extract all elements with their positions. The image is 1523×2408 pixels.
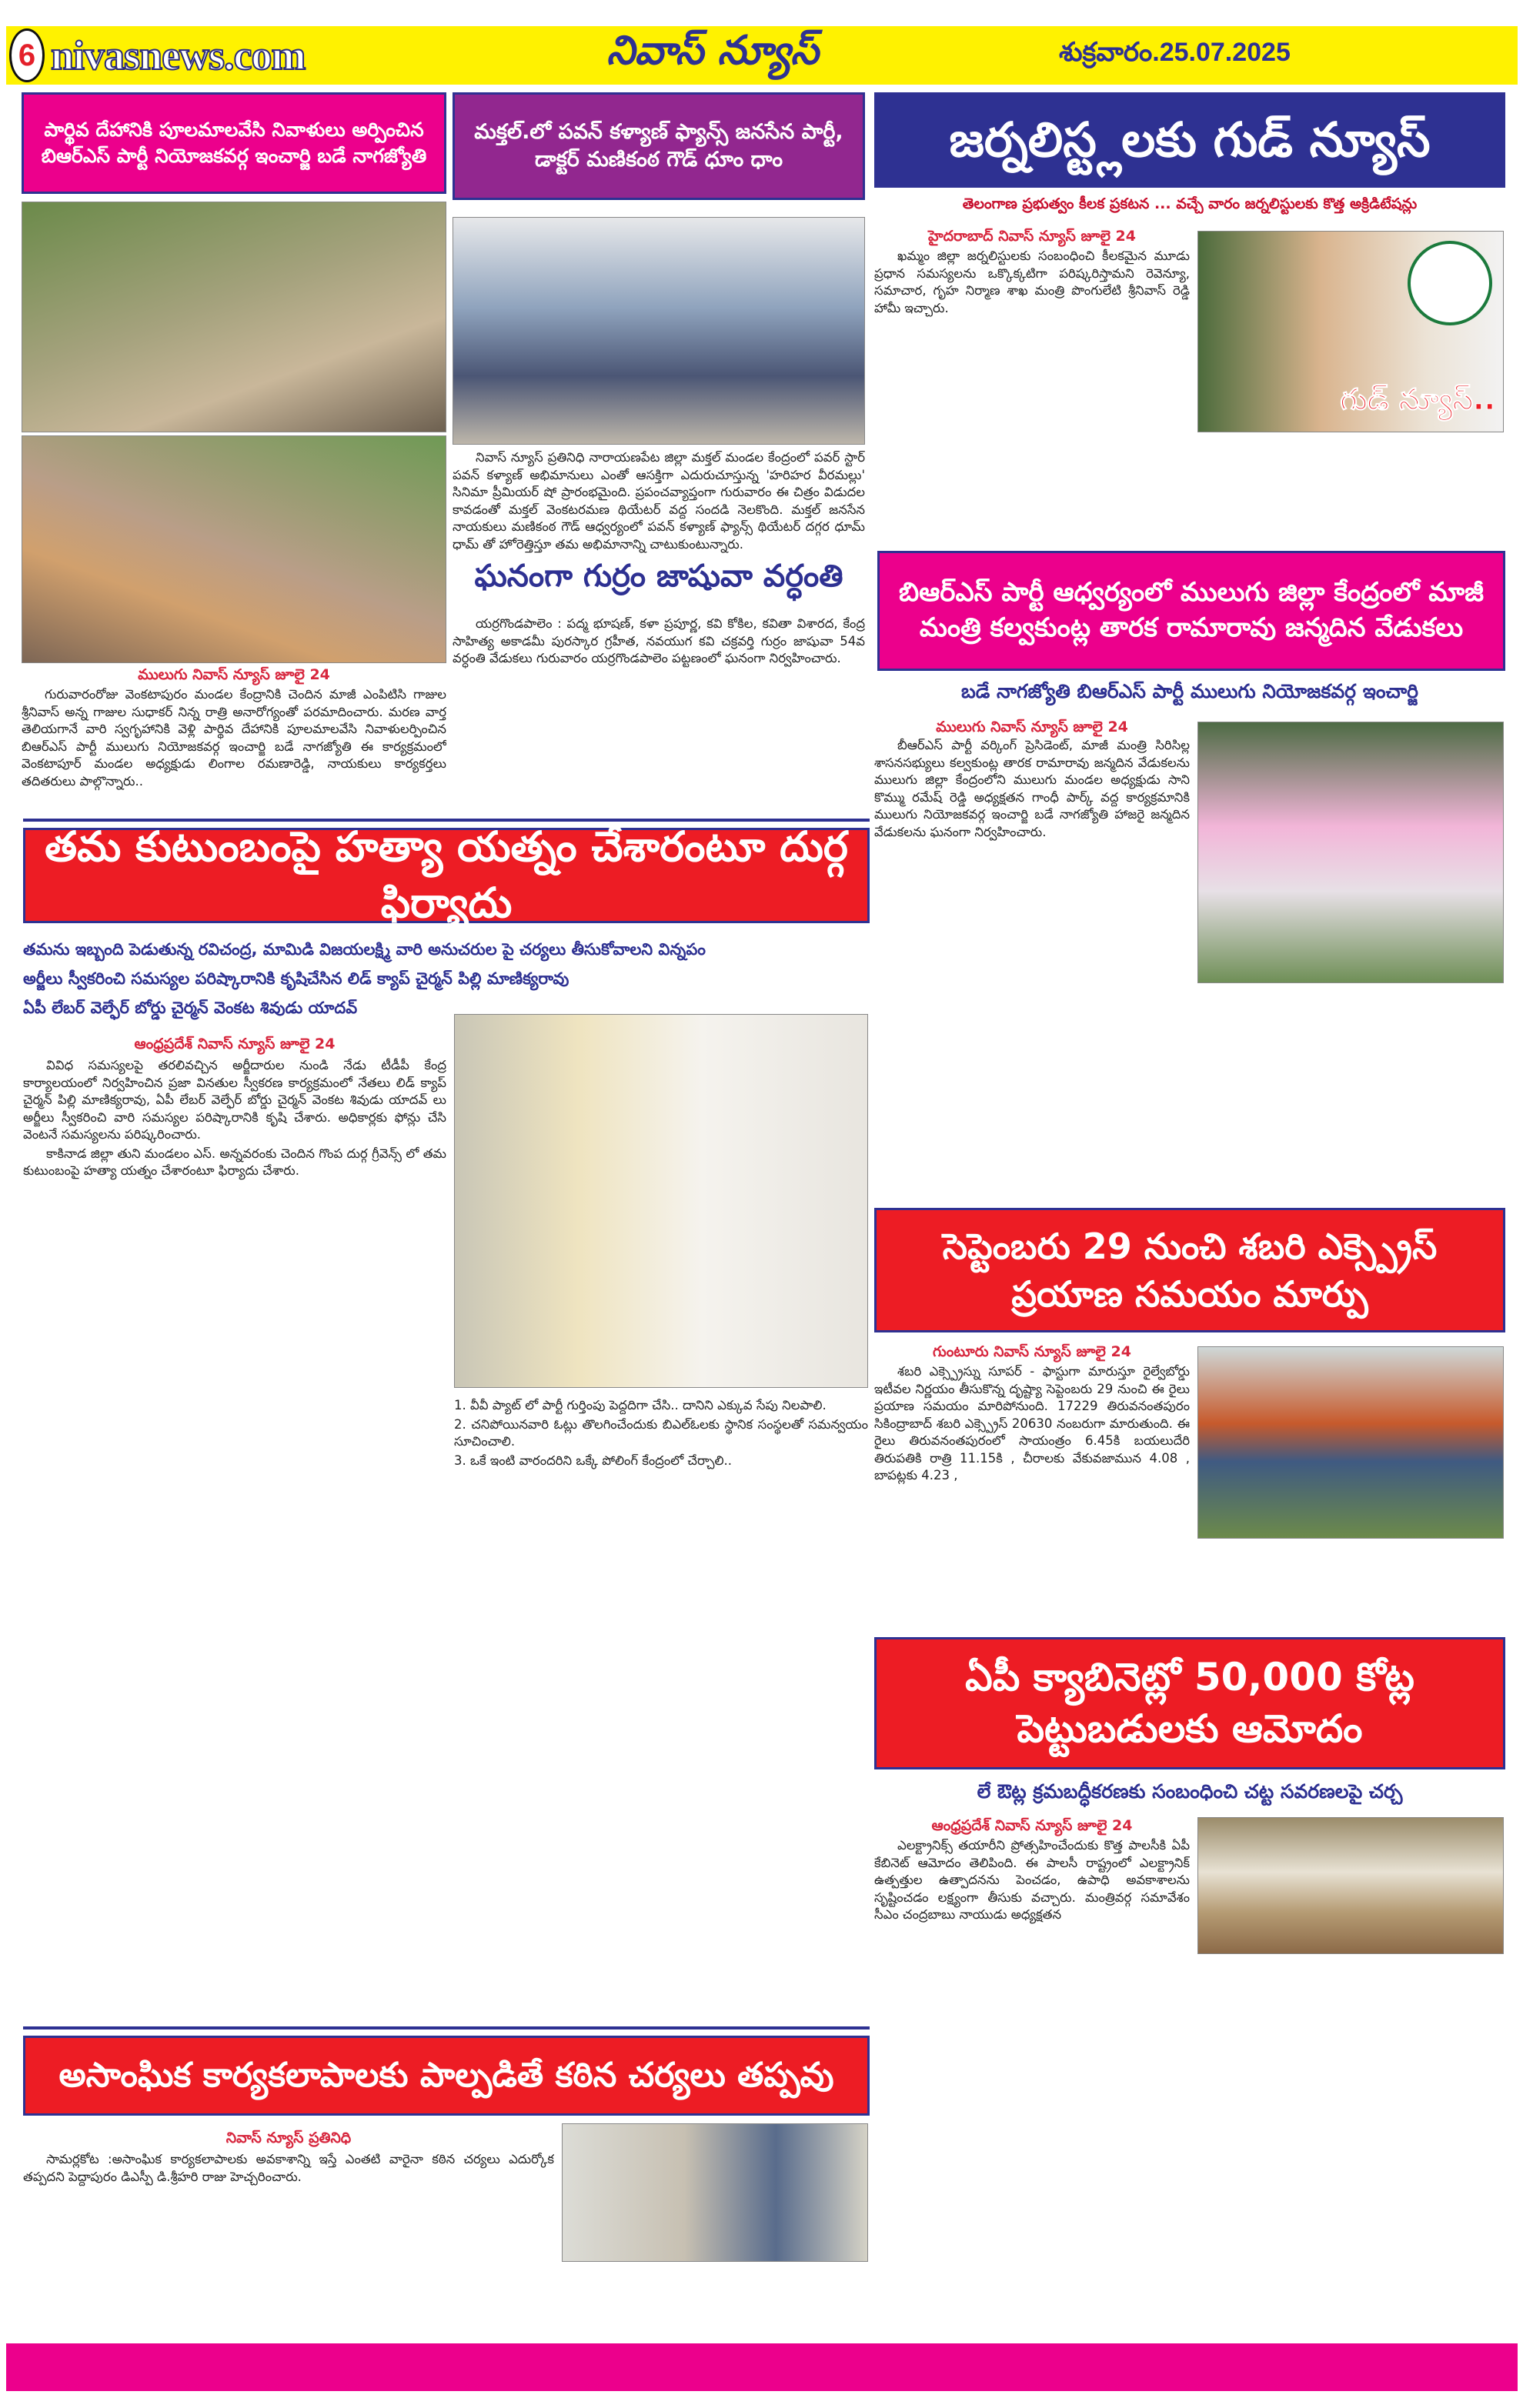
issue-date: శుక్రవారం.25.07.2025 [1059,37,1291,67]
cabinet-subhead: లే ఔట్ల క్రమబద్ధీకరణకు సంబంధించి చట్ట సవరణలపై చర్చ [977,1780,1403,1803]
paragraph: కాకినాడ జిల్లా తుని మండలం ఎస్. అన్నవరంకు చెందిన గొంప దుర్గ గ్రీవెన్స్ లో తమ కుటుంబంపై హత్యా యత్నం చేశారంటూ ఫిర్యాదు చేశారు. [23,1146,446,1178]
tribute-dateline: ములుగు నివాస్ న్యూస్ జూలై 24 [138,666,330,683]
chandrababu-meeting-photo [454,1014,868,1388]
page-number: 6 [9,28,45,82]
jashuva-body: యర్రగొండపాలెం : పద్మ భూషణ్, కళా ప్రపూర్ణ, కవి కోకిల, కవితా విశారద, కేంద్ర సాహిత్య అకాడమీ పురస్కార గ్రహీత, నవయుగ కవి చక్రవర్తి గుర్రం జాషువా 54వ వర్ధంతి వేడుకలు గురువారం యర్రగొండపాలెం పట్టణంలో ఘనంగా నిర్వహించారు. [453,616,865,665]
ktr-headline: బిఆర్ఎస్ పార్టీ ఆధ్వర్యంలో ములుగు జిల్లా కేంద్రంలో మాజీ మంత్రి కల్వకుంట్ల తారక రామారావు జన్మదిన వేడుకలు [877,551,1505,671]
tribute-body: గురువారంరోజు వెంకటాపురం మండల కేంద్రానికి చెందిన మాజీ ఎంపిటిసి గాజుల శ్రీనివాస్ అన్న గాజుల సుధాకర్ నిన్న రాత్రి అనారోగ్యంతో పరమాదించారు. మరణ వార్త తెలియగానే వారి స్వగృహానికి వెళ్లి పార్థివ దేహానికి పూలమాలవేసి నివాళులర్పించిన బిఆర్ఎస్ పార్టీ ములుగు నియోజకవర్గ ఇంచార్జి బడే నాగజ్యోతి ఈ కార్యక్రమంలో వెంకటాపూర్ మండల అధ్యక్షుడు లింగాల రమణారెడ్డి, నాయకులు కార్యకర్తలు తదితరులు పాల్గొన్నారు.. [22,687,446,789]
cabinet-headline: ఏపీ క్యాబినెట్లో 50,000 కోట్ల పెట్టుబడులకు ఆమోదం [874,1637,1505,1769]
newspaper-logo: నివాస్ న్యూస్ [606,27,819,74]
ktr-body: బీఆర్ఎస్ పార్టీ వర్కింగ్ ప్రెసిడెంట్, మాజీ మంత్రి సిరిసిల్ల శాసనసభ్యులు కల్వకుంట్ల తారక రామారావు జన్మదిన వేడుకలను ములుగు జిల్లా కేంద్రంలోని ములుగు మండల అధ్యక్షుడు సాని కొమ్ము రమేష్ రెడ్డి అధ్యక్షతన గాంధీ పార్క్ వద్ద కార్యక్రమానికి ములుగు నియోజకవర్గ ఇంచార్జి బడే నాగజ్యోతి హాజరై జన్మదిన వేడుకలను ఘనంగా నిర్వహించారు. [874,738,1190,839]
pawan-body: నివాస్ న్యూస్ ప్రతినిధి నారాయణపేట జిల్లా మక్తల్ మండల కేంద్రంలో పవర్ స్టార్ పవన్ కళ్యాణ్ అభిమానులు ఎంతో ఆసక్తిగా ఎదురుచూస్తున్న 'హరిహర వీరమల్లు' సినిమా ప్రీమియర్ షో ప్రారంభమైంది. ప్రపంచవ్యాప్తంగా గురువారం ఈ చిత్రం విడుదల కావడంతో మక్తల్ వెంకటరమణ థియేటర్ వద్ద సందడి నెలకొంది. మక్తల్ జనసేన నాయకులు మణికంఠ గౌడ్ ఆధ్వర్యంలో పవన్ కళ్యాణ్ ఫ్యాన్స్ థియేటర్ దగ్గర ధూమ్ ధామ్ తో హోరెత్తిస్తూ తమ అభిమానాన్ని చాటుకుంటున్నారు. [453,450,865,552]
sabari-headline: సెప్టెంబరు 29 నుంచి శబరి ఎక్స్ప్రెస్ ప్రయాణ సమయం మార్పు [874,1208,1505,1332]
good-news-overlay: గుడ్ న్యూస్.. [1340,382,1495,416]
police-meeting-photo [562,2123,868,2262]
list-item: 2. చనిపోయినవారి ఓట్లు తొలగించేందుకు బిఎల్ఓలకు స్థానిక సంస్థలతో సమన్వయం సూచించాలి. [454,1416,868,1449]
footer-band [6,2343,1518,2391]
pawan-fans-photo [453,217,865,445]
complaint-headline: తమ కుటుంబంపై హత్యా యత్నం చేశారంటూ దుర్గ ఫిర్యాదు [23,828,870,923]
site-name[interactable]: nivasnews.com [51,32,306,78]
list-item: 3. ఒకే ఇంటి వారందరిని ఒక్కే పోలింగ్ కేంద్రంలో చేర్చాలి.. [454,1452,733,1468]
antisocial-headline: అసాంఘిక కార్యకలాపాలకు పాల్పడితే కఠిన చర్యలు తప్పవు [23,2036,870,2116]
journalists-body: ఖమ్మం జిల్లా జర్నలిస్టులకు సంబంధించి కీలకమైన మూడు ప్రధాన సమస్యలను ఒక్కొక్కటిగా పరిష్కరిస్తామని రెవెన్యూ, సమాచార, గృహ నిర్మాణ శాఖ మంత్రి పొంగులేటి శ్రీనివాస్ రెడ్డి హామీ ఇచ్చారు. [874,248,1190,315]
cabinet-dateline: ఆంధ్రప్రదేశ్ నివాస్ న్యూస్ జూలై 24 [931,1817,1133,1834]
divider [23,2026,870,2029]
cabinet-body: ఎలక్ట్రానిక్స్ తయారీని ప్రోత్సహించేందుకు కొత్త పాలసీకి ఏపీ కేబినెట్ ఆమోదం తెలిపింది. ఈ పాలసీ రాష్ట్రంలో ఎలక్ట్రానిక్ ఉత్పత్తుల ఉత్పాదనను పెంచడం, ఉపాధి అవకాశాలను సృష్టించడం లక్ష్యంగా తీసుకు వచ్చారు. మంత్రివర్గ సమావేశం సీఎం చంద్రబాబు నాయుడు అధ్యక్షతన [874,1838,1190,1922]
cm-photo [1197,231,1504,432]
train-photo [1197,1346,1504,1539]
complaint-body [23,1057,446,2026]
antisocial-dateline: నివాస్ న్యూస్ ప్రతినిధి [225,2130,352,2146]
jashuva-headline: ఘనంగా గుర్రం జాషువా వర్ధంతి [474,559,843,594]
journalists-subhead: తెలంగాణ ప్రభుత్వం కీలక ప్రకటన ... వచ్చే వారం జర్నలిస్టులకు కొత్త అక్రిడిటేషన్లు [962,195,1418,212]
journalists-headline: జర్నలిస్ట్లలకు గుడ్ న్యూస్ [874,92,1505,188]
telangana-emblem-icon [1408,241,1492,325]
masthead [6,26,1518,85]
complaint-list [454,1397,868,2020]
antisocial-body: సామర్లకోట :అసాంఘిక కార్యకలాపాలకు అవకాశాన్ని ఇస్తే ఎంతటి వారైనా కఠిన చర్యలు ఎదుర్కోక తప్పదని పెద్దాపురం డిఎస్పీ డి.శ్రీహరి రాజు హెచ్చరించారు. [23,2152,554,2184]
sabari-body: శబరి ఎక్స్ప్రెస్ను సూపర్ - ఫాస్టుగా మారుస్తూ రైల్వేబోర్డు ఇటీవల నిర్ణయం తీసుకొన్న దృష్ట్యా సెప్టెంబరు 29 నుంచి ఈ రైలు ప్రయాణ సమయం మారిపోనుంది. 17229 తిరువనంతపురం సికింద్రాబాద్ శబరి ఎక్స్ప్రెస్ 20630 నంబరుగా మారుతుంది. ఈ రైలు తిరువనంతపురంలో సాయంత్రం 6.45కి బయలుదేరి తిరుపతికి రాత్రి 11.15కి , చీరాలకు వేకువజామున 4.08 , బాపట్లకు 4.23 , [874,1364,1190,1482]
complaint-subhead-3: ఏపీ లేబర్ వెల్ఫేర్ బోర్డు చైర్మన్ వెంకట శివుడు యాదవ్ [23,999,358,1017]
tribute-photo-1 [22,202,446,432]
complaint-subhead-2: అర్జీలు స్వీకరించి సమస్యల పరిష్కారానికి కృషిచేసిన లిడ్ క్యాప్ చైర్మన్ పిల్లి మాణిక్యరావు [23,969,569,988]
list-item: 1. వీవీ ప్యాట్ లో పార్టీ గుర్తింపు పెద్దదిగా చేసి.. దానిని ఎక్కువ సేపు నిలపాలి. [454,1398,827,1412]
complaint-dateline: ఆంధ్రప్రదేశ్ నివాస్ న్యూస్ జూలై 24 [134,1036,336,1052]
complaint-subhead-1: తమను ఇబ్బంది పెడుతున్న రవిచంద్ర, మామిడి విజయలక్ష్మి వారి అనుచరుల పై చర్యలు తీసుకోవాలని విన్నపం [23,940,706,959]
pawan-headline: మక్తల్.లో పవన్ కళ్యాణ్ ఫ్యాన్స్ జనసేన పార్టీ, డాక్టర్ మణికంఠ గౌడ్ ధూం ధాం [453,92,865,200]
sabari-dateline: గుంటూరు నివాస్ న్యూస్ జూలై 24 [933,1343,1131,1360]
ktr-dateline: ములుగు నివాస్ న్యూస్ జూలై 24 [936,719,1128,735]
ktr-subhead: బడే నాగజ్యోతి బిఆర్ఎస్ పార్టీ ములుగు నియోజకవర్గ ఇంచార్జి [961,680,1418,702]
tribute-headline: పార్థివ దేహానికి పూలమాలవేసి నివాళులు అర్పించిన బిఆర్ఎస్ పార్టీ నియోజకవర్గ ఇంచార్జి బడే నాగజ్యోతి [22,92,446,194]
journalists-dateline: హైదరాబాద్ నివాస్ న్యూస్ జూలై 24 [927,228,1137,245]
cabinet-meeting-photo [1197,1817,1504,1954]
tribute-photo-2 [22,435,446,663]
ktr-celebration-photo [1197,722,1504,983]
paragraph: వివిధ సమస్యలపై తరలివచ్చిన అర్జీదారుల నుండి నేడు టీడీపీ కేంద్ర కార్యాలయంలో నిర్వహించిన ప్రజా వినతుల స్వీకరణ కార్యక్రమంలో నేతలు లిడ్ క్యాప్ చైర్మన్ పిల్లి మాణిక్యరావు, ఏపీ లేబర్ వెల్ఫేర్ బోర్డు చైర్మన్ వెంకట శివుడు యాదవ్ లు అర్జీలు స్వీకరించి వారి సమస్యల పరిష్కారానికి కృషి చేశారు. అధికార్లకు ఫోన్లు చేసి వెంటనే సమస్యలను పరిష్కరించారు. [23,1058,446,1142]
